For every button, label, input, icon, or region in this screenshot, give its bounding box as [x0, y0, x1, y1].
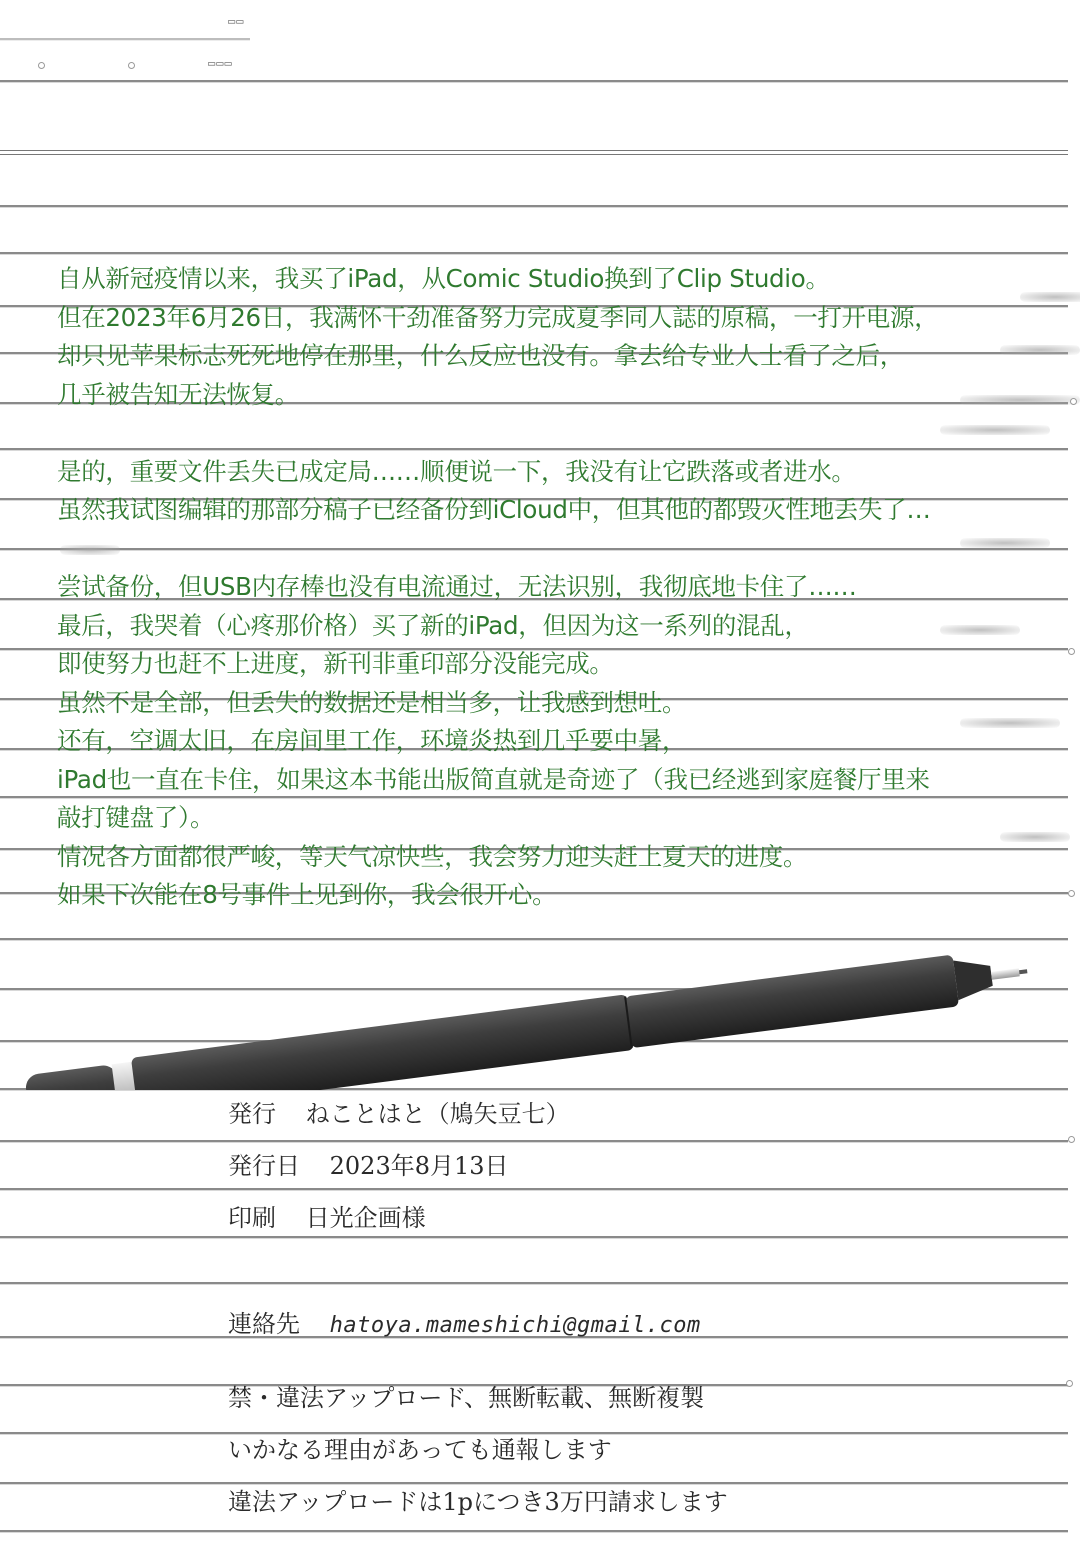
- message-line: 却只见苹果标志死死地停在那里，什么反应也没有。拿去给专业人士看了之后，: [57, 341, 904, 370]
- message-line: 几乎被告知无法恢复。: [57, 379, 299, 409]
- message-body: [57, 260, 1057, 915]
- ruled-line: [0, 1236, 1068, 1239]
- ruled-line: [0, 38, 250, 41]
- ruled-line: [0, 1282, 1068, 1285]
- notice-line-2: いかなる理由があっても通報します: [228, 1436, 612, 1464]
- pencil-cap: [24, 1064, 121, 1090]
- message-line: 虽然我试图编辑的那部分稿子已经备份到iCloud中，但其他的都毁灭性地丢失了…: [57, 495, 931, 524]
- publisher-label: 発行: [228, 1100, 276, 1128]
- message-line: 虽然不是全部，但丢失的数据还是相当多，让我感到想吐。: [57, 687, 687, 717]
- ruled-line: [0, 252, 1068, 255]
- ruled-line: [0, 150, 1068, 155]
- pencil-grip: [625, 955, 959, 1049]
- message-line: iPad也一直在卡住，如果这本书能出版简直就是奇迹了（我已经逃到家庭餐厅里来: [57, 764, 930, 794]
- margin-dot: [1066, 1380, 1073, 1387]
- notebook-corner-mark: ▭▭▭: [208, 56, 233, 70]
- message-line: [57, 530, 1057, 569]
- margin-dot: [128, 62, 135, 69]
- publish-date-row: [228, 1146, 509, 1181]
- message-line: 如果下次能在8号事件上见到你，我会很开心。: [57, 880, 557, 909]
- notice-line-1: 禁・違法アップロード、無断転載、無断複製: [228, 1384, 705, 1412]
- ruled-line: [0, 1140, 1068, 1143]
- message-line: 但在2023年6月26日，我满怀干劲准备努力完成夏季同人誌的原稿，一打开电源，: [57, 302, 939, 332]
- contact-label: 連絡先: [228, 1310, 300, 1338]
- pencil-sleeve: [991, 968, 1020, 979]
- ruled-line: [0, 1188, 1068, 1191]
- publish-date-value: 2023年8月13日: [329, 1152, 509, 1180]
- publisher-value: ねことはと（鳩矢豆七）: [305, 1100, 570, 1128]
- publish-date-label: 発行日: [228, 1152, 300, 1180]
- contact-email: hatoya.mameshichi@gmail.com: [329, 1313, 701, 1338]
- ruled-line: [0, 205, 1068, 208]
- ruled-line: [0, 80, 1068, 83]
- notebook-corner-mark: ▭▭: [228, 14, 245, 28]
- message-line: 尝试备份，但USB内存棒也没有电流通过，无法识别，我彻底地卡住了……: [57, 572, 857, 601]
- margin-dot: [1068, 1136, 1075, 1143]
- message-line: 即使努力也赶不上进度，新刊非重印部分没能完成。: [57, 649, 614, 678]
- ruled-line: [0, 1530, 1068, 1533]
- message-line: 最后，我哭着（心疼那价格）买了新的iPad，但因为这一系列的混乱，: [57, 610, 809, 640]
- margin-dot: [1068, 648, 1075, 655]
- printer-value: 日光企画様: [305, 1204, 426, 1232]
- margin-dot: [1070, 398, 1077, 405]
- notice-line-3: 違法アップロードは1pにつき3万円請求します: [228, 1488, 728, 1516]
- printer-label: 印刷: [228, 1204, 276, 1232]
- mechanical-pencil-illustration: [0, 930, 1080, 1090]
- margin-dot: [1068, 890, 1075, 897]
- message-line: 还有，空调太旧，在房间里工作，环境炎热到几乎要中暑，: [57, 726, 687, 755]
- pencil-lead: [1019, 969, 1027, 974]
- printer-row: [228, 1198, 426, 1233]
- message-line: [57, 414, 1057, 453]
- pencil-barrel: [131, 994, 634, 1090]
- message-line: 是的，重要文件丢失已成定局……顺便说一下，我没有让它跌落或者进水。: [57, 456, 856, 486]
- message-line: 敲打键盘了）。: [57, 803, 215, 832]
- publisher-row: [228, 1094, 570, 1129]
- message-line: 情况各方面都很严峻，等天气凉快些，我会努力迎头赶上夏天的进度。: [57, 841, 808, 871]
- message-line: 自从新冠疫情以来，我买了iPad，从Comic Studio换到了Clip Studio。: [57, 264, 830, 293]
- contact-row: [228, 1304, 701, 1339]
- pencil-cone: [953, 956, 994, 1000]
- margin-dot: [38, 62, 45, 69]
